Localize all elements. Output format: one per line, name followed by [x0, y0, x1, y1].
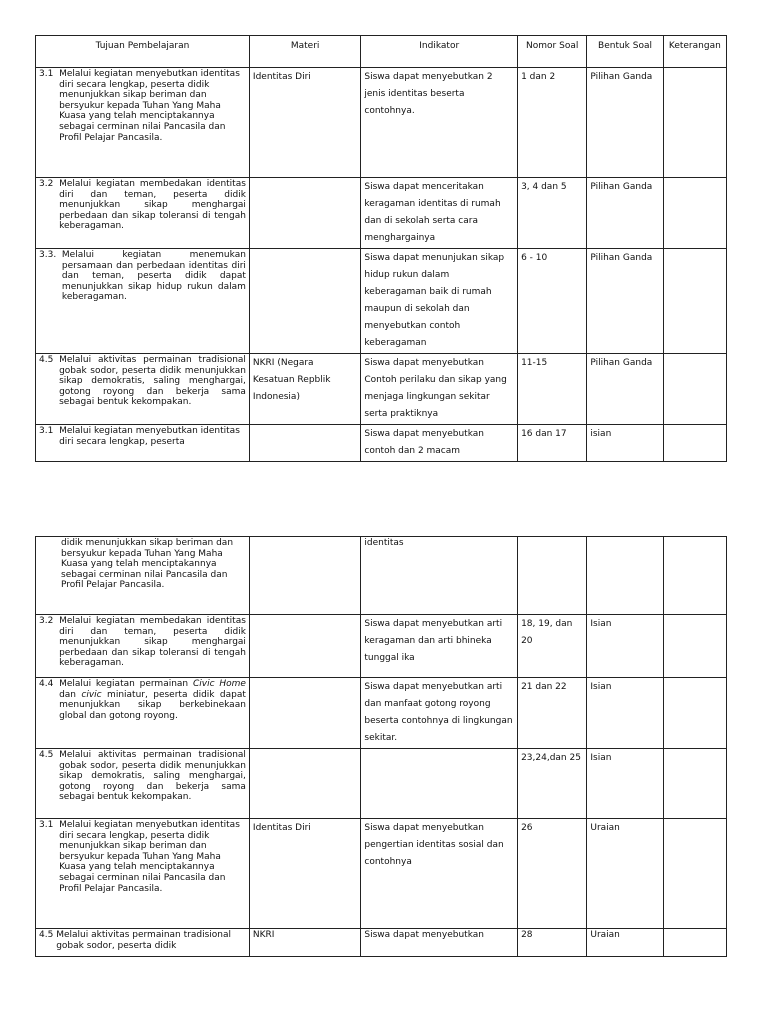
table-row	[36, 68, 727, 178]
tujuan-text: Melalui aktivitas permainan tradisional gobak sodor, peserta didik	[56, 930, 231, 951]
table-row	[36, 178, 727, 249]
tujuan-text: Melalui aktivitas permainan tradisional gobak sodor, peserta didik menunjukkan sikap demokratis, saling menghargai, gotong royong dan bekerja sama sebagai bentuk kekompakan.	[59, 355, 246, 408]
table-row	[36, 749, 727, 819]
tujuan-number: 4.5	[39, 930, 54, 940]
table-row	[36, 678, 727, 749]
tujuan-text: didik menunjukkan sikap beriman dan bersyukur kepada Tuhan Yang Maha Kuasa yang telah menciptakannya sebagai cerminan nilai Pancasila dan Profil Pelajar Pancasila.	[61, 538, 234, 591]
tujuan-italic-civic-home: Civic Home	[192, 679, 246, 689]
tujuan-number: 3.1	[39, 426, 54, 436]
header-tujuan: Tujuan Pembelajaran	[36, 36, 250, 68]
tujuan-cell	[36, 68, 250, 178]
header-keterangan: Keterangan	[663, 36, 726, 68]
tujuan-cell	[36, 249, 250, 354]
nomor-soal-cell: 28	[518, 929, 587, 957]
keterangan-cell	[663, 68, 726, 178]
tujuan-number: 4.5	[39, 750, 54, 760]
tujuan-text: Melalui kegiatan menyebutkan identitas diri secara lengkap, peserta didik menunjukkan sikap beriman dan bersyukur kepada Tuhan Yang Maha Kuasa yang telah menciptakannya sebagai cerminan nilai Pancasila dan Profil Pelajar Pancasila.	[59, 69, 240, 143]
nomor-soal-cell: 1 dan 2	[518, 68, 587, 178]
tujuan-italic-civic: civic	[81, 689, 102, 700]
keterangan-cell	[663, 249, 726, 354]
table-row	[36, 249, 727, 354]
tujuan-cell	[36, 537, 250, 615]
materi-cell	[249, 678, 360, 749]
materi-cell	[249, 749, 360, 819]
indikator-cell: Siswa dapat menunjukan sikap hidup rukun dalam keberagaman baik di rumah maupun di sekolah dan menyebutkan contoh keberagaman	[361, 249, 518, 354]
keterangan-cell	[663, 749, 726, 819]
materi-cell: Identitas Diri	[249, 68, 360, 178]
nomor-soal-cell: 3, 4 dan 5	[518, 178, 587, 249]
bentuk-soal-cell: Uraian	[587, 819, 663, 929]
table-row	[36, 929, 727, 957]
indikator-cell: Siswa dapat menceritakan keragaman identitas di rumah dan di sekolah serta cara menghargainya	[361, 178, 518, 249]
tujuan-cell	[36, 819, 250, 929]
tujuan-text-part: dan	[59, 689, 82, 700]
tujuan-text: Melalui kegiatan menyebutkan identitas diri secara lengkap, peserta	[59, 426, 240, 447]
tujuan-number: 3.1	[39, 820, 54, 830]
bentuk-soal-cell: isian	[587, 425, 663, 462]
tujuan-text	[59, 679, 246, 721]
keterangan-cell	[663, 819, 726, 929]
materi-cell	[249, 615, 360, 678]
bentuk-soal-cell: Isian	[587, 678, 663, 749]
materi-cell: NKRI (Negara Kesatuan Repblik Indonesia)	[249, 354, 360, 425]
materi-cell	[249, 249, 360, 354]
keterangan-cell	[663, 929, 726, 957]
nomor-soal-cell: 11-15	[518, 354, 587, 425]
indikator-cell: Siswa dapat menyebutkan contoh dan 2 macam	[361, 425, 518, 462]
bentuk-soal-cell: Isian	[587, 615, 663, 678]
tujuan-text-part: miniatur, peserta didik dapat menunjukkan sikap berkebinekaan global dan gotong royong.	[59, 689, 246, 721]
tujuan-text: Melalui kegiatan membedakan identitas diri dan teman, peserta didik menunjukkan sikap menghargai perbedaan dan sikap toleransi di tengah keberagaman.	[59, 179, 246, 232]
keterangan-cell	[663, 354, 726, 425]
table-row	[36, 537, 727, 615]
tujuan-cell	[36, 678, 250, 749]
tujuan-cell	[36, 749, 250, 819]
tujuan-number: 3.2	[39, 616, 54, 626]
keterangan-cell	[663, 178, 726, 249]
keterangan-cell	[663, 615, 726, 678]
indikator-cell: identitas	[361, 537, 518, 615]
tujuan-number: 3.2	[39, 179, 54, 189]
table-header-row	[36, 36, 727, 68]
indikator-cell	[361, 749, 518, 819]
bentuk-soal-cell: Isian	[587, 749, 663, 819]
keterangan-cell	[663, 537, 726, 615]
indikator-cell: Siswa dapat menyebutkan	[361, 929, 518, 957]
indikator-cell: Siswa dapat menyebutkan Contoh perilaku dan sikap yang menjaga lingkungan sekitar serta praktiknya	[361, 354, 518, 425]
bentuk-soal-cell	[587, 537, 663, 615]
materi-cell: NKRI	[249, 929, 360, 957]
bentuk-soal-cell: Pilihan Ganda	[587, 354, 663, 425]
nomor-soal-cell: 18, 19, dan 20	[518, 615, 587, 678]
tujuan-text-part: Melalui kegiatan permainan	[59, 679, 193, 689]
tujuan-number: 4.4	[39, 679, 54, 689]
header-materi: Materi	[249, 36, 360, 68]
tujuan-cell	[36, 425, 250, 462]
keterangan-cell	[663, 425, 726, 462]
materi-cell: Identitas Diri	[249, 819, 360, 929]
tujuan-text: Melalui kegiatan menyebutkan identitas diri secara lengkap, peserta didik menunjukkan sikap beriman dan bersyukur kepada Tuhan Yang Maha Kuasa yang telah menciptakannya sebagai cerminan nilai Pancasila dan Profil Pelajar Pancasila.	[59, 820, 240, 894]
indikator-cell: Siswa dapat menyebutkan arti dan manfaat gotong royong beserta contohnya di lingkungan sekitar.	[361, 678, 518, 749]
tujuan-text: Melalui kegiatan membedakan identitas diri dan teman, peserta didik menunjukkan sikap menghargai perbedaan dan sikap toleransi di tengah keberagaman.	[59, 616, 246, 669]
header-indikator: Indikator	[361, 36, 518, 68]
table-row	[36, 425, 727, 462]
nomor-soal-cell: 26	[518, 819, 587, 929]
tujuan-cell	[36, 929, 250, 957]
materi-cell	[249, 178, 360, 249]
header-nomor-soal: Nomor Soal	[518, 36, 587, 68]
bentuk-soal-cell: Pilihan Ganda	[587, 68, 663, 178]
table-row	[36, 615, 727, 678]
table-row	[36, 819, 727, 929]
table-row	[36, 354, 727, 425]
nomor-soal-cell: 16 dan 17	[518, 425, 587, 462]
tujuan-number: 4.5	[39, 355, 54, 365]
indikator-cell: Siswa dapat menyebutkan pengertian identitas sosial dan contohnya	[361, 819, 518, 929]
nomor-soal-cell: 23,24,dan 25	[518, 749, 587, 819]
bentuk-soal-cell: Uraian	[587, 929, 663, 957]
tujuan-number: 3.1	[39, 69, 54, 79]
bentuk-soal-cell: Pilihan Ganda	[587, 178, 663, 249]
tujuan-cell	[36, 615, 250, 678]
bentuk-soal-cell: Pilihan Ganda	[587, 249, 663, 354]
nomor-soal-cell: 6 - 10	[518, 249, 587, 354]
tujuan-cell	[36, 354, 250, 425]
materi-cell	[249, 537, 360, 615]
kisi-kisi-table-2	[35, 536, 727, 957]
tujuan-text: Melalui kegiatan menemukan persamaan dan perbedaan identitas diri dan teman, peserta didik dapat menunjukkan sikap hidup rukun dalam keberagaman.	[61, 250, 246, 303]
nomor-soal-cell	[518, 537, 587, 615]
kisi-kisi-table-1	[35, 35, 727, 462]
nomor-soal-cell: 21 dan 22	[518, 678, 587, 749]
tujuan-cell	[36, 178, 250, 249]
tujuan-text: Melalui aktivitas permainan tradisional gobak sodor, peserta didik menunjukkan sikap demokratis, saling menghargai, gotong royong dan bekerja sama sebagai bentuk kekompakan.	[59, 750, 246, 803]
materi-cell	[249, 425, 360, 462]
indikator-cell: Siswa dapat menyebutkan arti keragaman dan arti bhineka tunggal ika	[361, 615, 518, 678]
tujuan-number: 3.3.	[39, 250, 57, 260]
keterangan-cell	[663, 678, 726, 749]
header-bentuk-soal: Bentuk Soal	[587, 36, 663, 68]
indikator-cell: Siswa dapat menyebutkan 2 jenis identitas beserta contohnya.	[361, 68, 518, 178]
